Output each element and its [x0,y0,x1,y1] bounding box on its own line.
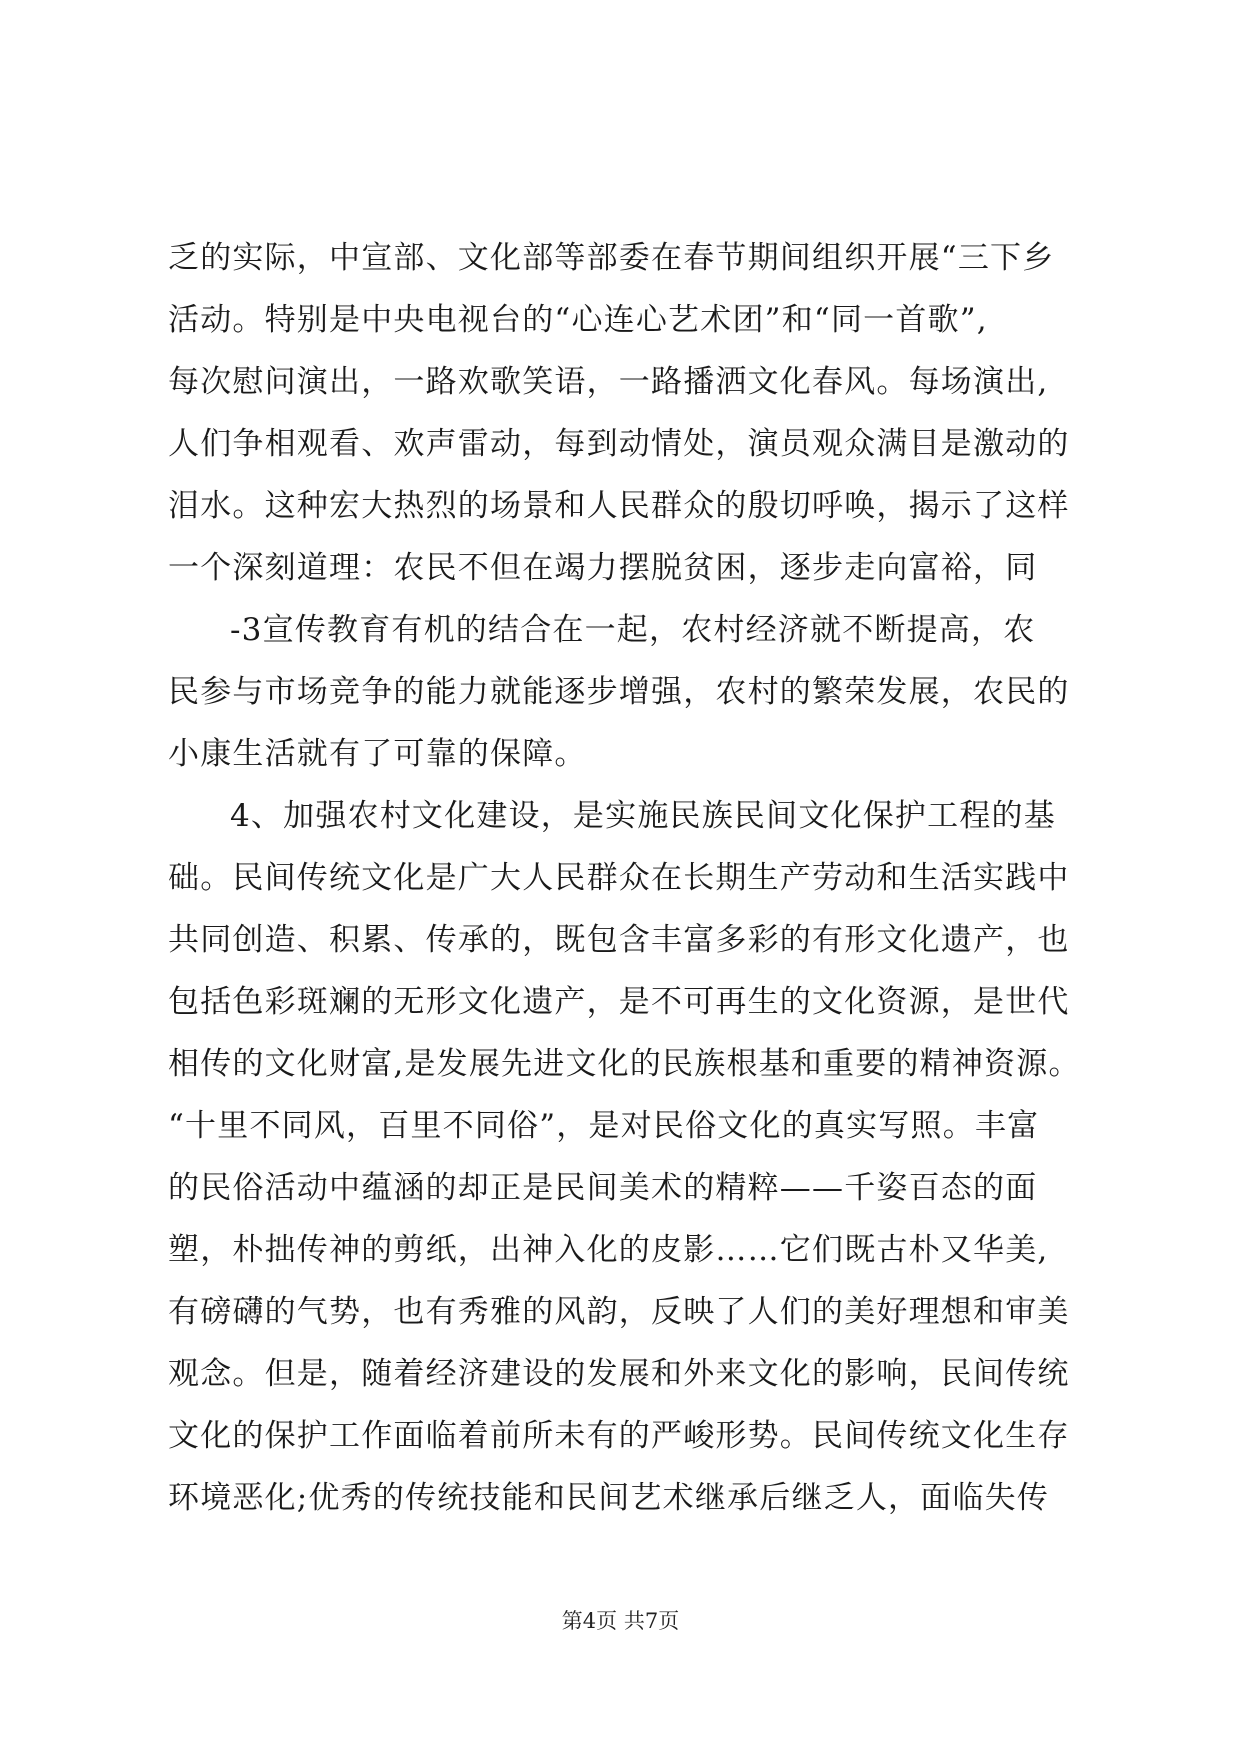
text-line: 乏的实际，中宣部、文化部等部委在春节期间组织开展“三下乡 [168,240,1055,276]
text-line: 环境恶化;优秀的传统技能和民间艺术继承后继乏人，面临失传 [168,1480,1050,1516]
page-footer [0,1605,1241,1635]
text-line: 人们争相观看、欢声雷动，每到动情处，演员观众满目是激动的 [168,426,1070,462]
text-line: 础。民间传统文化是广大人民群众在长期生产劳动和生活实践中 [168,860,1070,896]
text-line: 文化的保护工作面临着前所未有的严峻形势。民间传统文化生存 [168,1418,1070,1454]
text-line: 有磅礴的气势，也有秀雅的风韵，反映了人们的美好理想和审美 [168,1294,1070,1330]
text-line: 民参与市场竞争的能力就能逐步增强，农村的繁荣发展，农民的 [168,674,1070,710]
text-line: 相传的文化财富,是发展先进文化的民族根基和重要的精神资源。 [168,1046,1081,1082]
text-line: 每次慰问演出，一路欢歌笑语，一路播洒文化春风。每场演出, [168,364,1049,400]
text-line: 观念。但是，随着经济建设的发展和外来文化的影响，民间传统 [168,1356,1070,1392]
text-line: 一个深刻道理：农民不但在竭力摆脱贫困，逐步走向富裕，同 [168,550,1038,586]
text-line: -3宣传教育有机的结合在一起，农村经济就不断提高，农 [230,612,1036,648]
text-line: 4、加强农村文化建设，是实施民族民间文化保护工程的基 [230,798,1056,834]
text-line: “十里不同风，百里不同俗”，是对民俗文化的真实写照。丰富 [168,1108,1040,1144]
text-line: 包括色彩斑斓的无形文化遗产，是不可再生的文化资源，是世代 [168,984,1070,1020]
body-text [168,227,1088,1529]
text-line: 小康生活就有了可靠的保障。 [168,736,587,772]
text-line: 活动。特别是中央电视台的“心连心艺术团”和“同一首歌”, [168,302,988,338]
page-number: 第4页 共7页 [561,1609,680,1633]
text-line: 塑，朴拙传神的剪纸，出神入化的皮影……它们既古朴又华美, [168,1232,1049,1268]
text-line: 共同创造、积累、传承的，既包含丰富多彩的有形文化遗产，也 [168,922,1070,958]
text-line: 泪水。这种宏大热烈的场景和人民群众的殷切呼唤，揭示了这样 [168,488,1070,524]
text-line: 的民俗活动中蕴涵的却正是民间美术的精粹——千姿百态的面 [168,1170,1038,1206]
